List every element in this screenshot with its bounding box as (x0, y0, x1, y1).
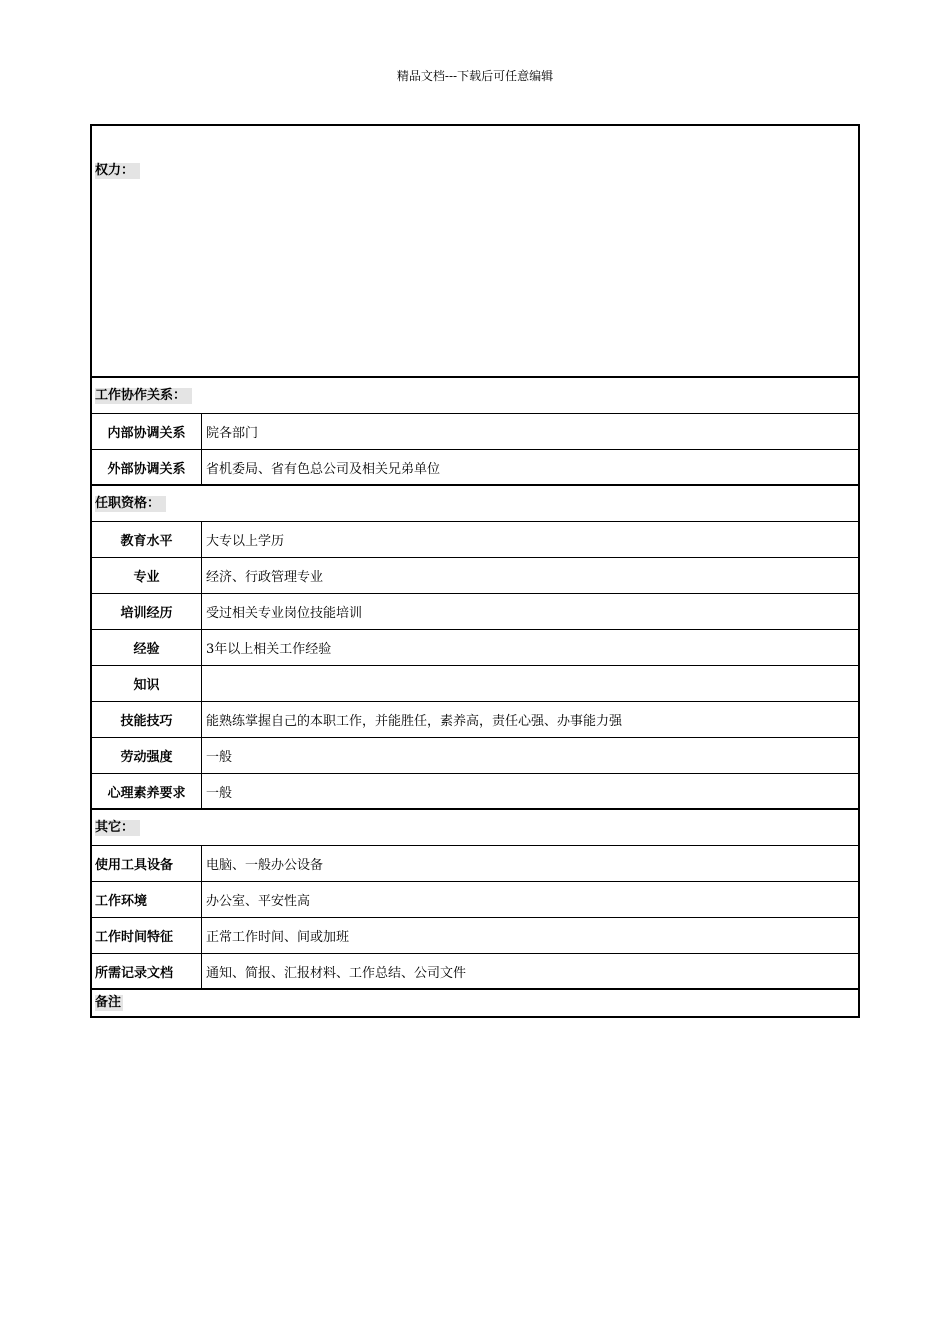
row-label: 教育水平 (92, 522, 202, 557)
row-label: 专业 (92, 558, 202, 593)
row-label: 工作环境 (92, 882, 202, 917)
row-value: 电脑、一般办公设备 (206, 858, 324, 873)
row-value: 一般 (206, 785, 233, 801)
table-row (92, 702, 858, 738)
row-value: 一般 (206, 750, 233, 765)
row-label: 外部协调关系 (92, 450, 202, 484)
row-label: 培训经历 (92, 594, 202, 629)
remarks-section (92, 990, 858, 1016)
table-row (92, 594, 858, 630)
table-row (92, 954, 858, 990)
table-row (92, 918, 858, 954)
row-label: 使用工具设备 (92, 846, 202, 881)
row-label: 内部协调关系 (92, 414, 202, 449)
table-row (92, 450, 858, 486)
row-value: 办公室、平安性高 (206, 894, 311, 909)
row-label: 经验 (92, 630, 202, 665)
cooperation-section-header (92, 378, 858, 414)
row-value: 正常工作时间、间或加班 (206, 930, 350, 945)
row-value: 3年以上相关工作经验 (206, 642, 332, 657)
qualification-label: 任职资格： (95, 496, 166, 512)
row-label: 工作时间特征 (92, 918, 202, 953)
row-value: 受过相关专业岗位技能培训 (206, 606, 363, 621)
other-section-header (92, 810, 858, 846)
qualification-section-header (92, 486, 858, 522)
row-value: 院各部门 (206, 426, 259, 441)
remarks-label: 备注 (95, 995, 122, 1010)
table-row (92, 630, 858, 666)
table-row (92, 558, 858, 594)
table-row (92, 738, 858, 774)
row-label: 技能技巧 (92, 702, 202, 737)
row-label: 心理素养要求 (92, 774, 202, 808)
authority-label: 权力： (95, 163, 140, 179)
job-description-form (90, 124, 860, 1018)
table-row (92, 666, 858, 702)
other-label: 其它： (95, 820, 140, 836)
table-row (92, 882, 858, 918)
row-label: 知识 (92, 666, 202, 701)
cooperation-label: 工作协作关系： (95, 388, 192, 404)
authority-section (92, 126, 858, 378)
row-value: 大专以上学历 (206, 534, 285, 549)
row-label: 劳动强度 (92, 738, 202, 773)
page-header: 精品文档---下载后可任意编辑 (396, 69, 554, 83)
row-value: 通知、简报、汇报材料、工作总结、公司文件 (206, 965, 467, 981)
table-row (92, 774, 858, 810)
row-value: 经济、行政管理专业 (206, 570, 324, 585)
row-value: 省机委局、省有色总公司及相关兄弟单位 (206, 461, 441, 477)
row-label: 所需记录文档 (92, 954, 202, 988)
row-value: 能熟练掌握自己的本职工作，并能胜任，素养高，责任心强、办事能力强 (206, 714, 623, 729)
table-row (92, 522, 858, 558)
table-row (92, 414, 858, 450)
row-value (202, 666, 858, 701)
table-row (92, 846, 858, 882)
